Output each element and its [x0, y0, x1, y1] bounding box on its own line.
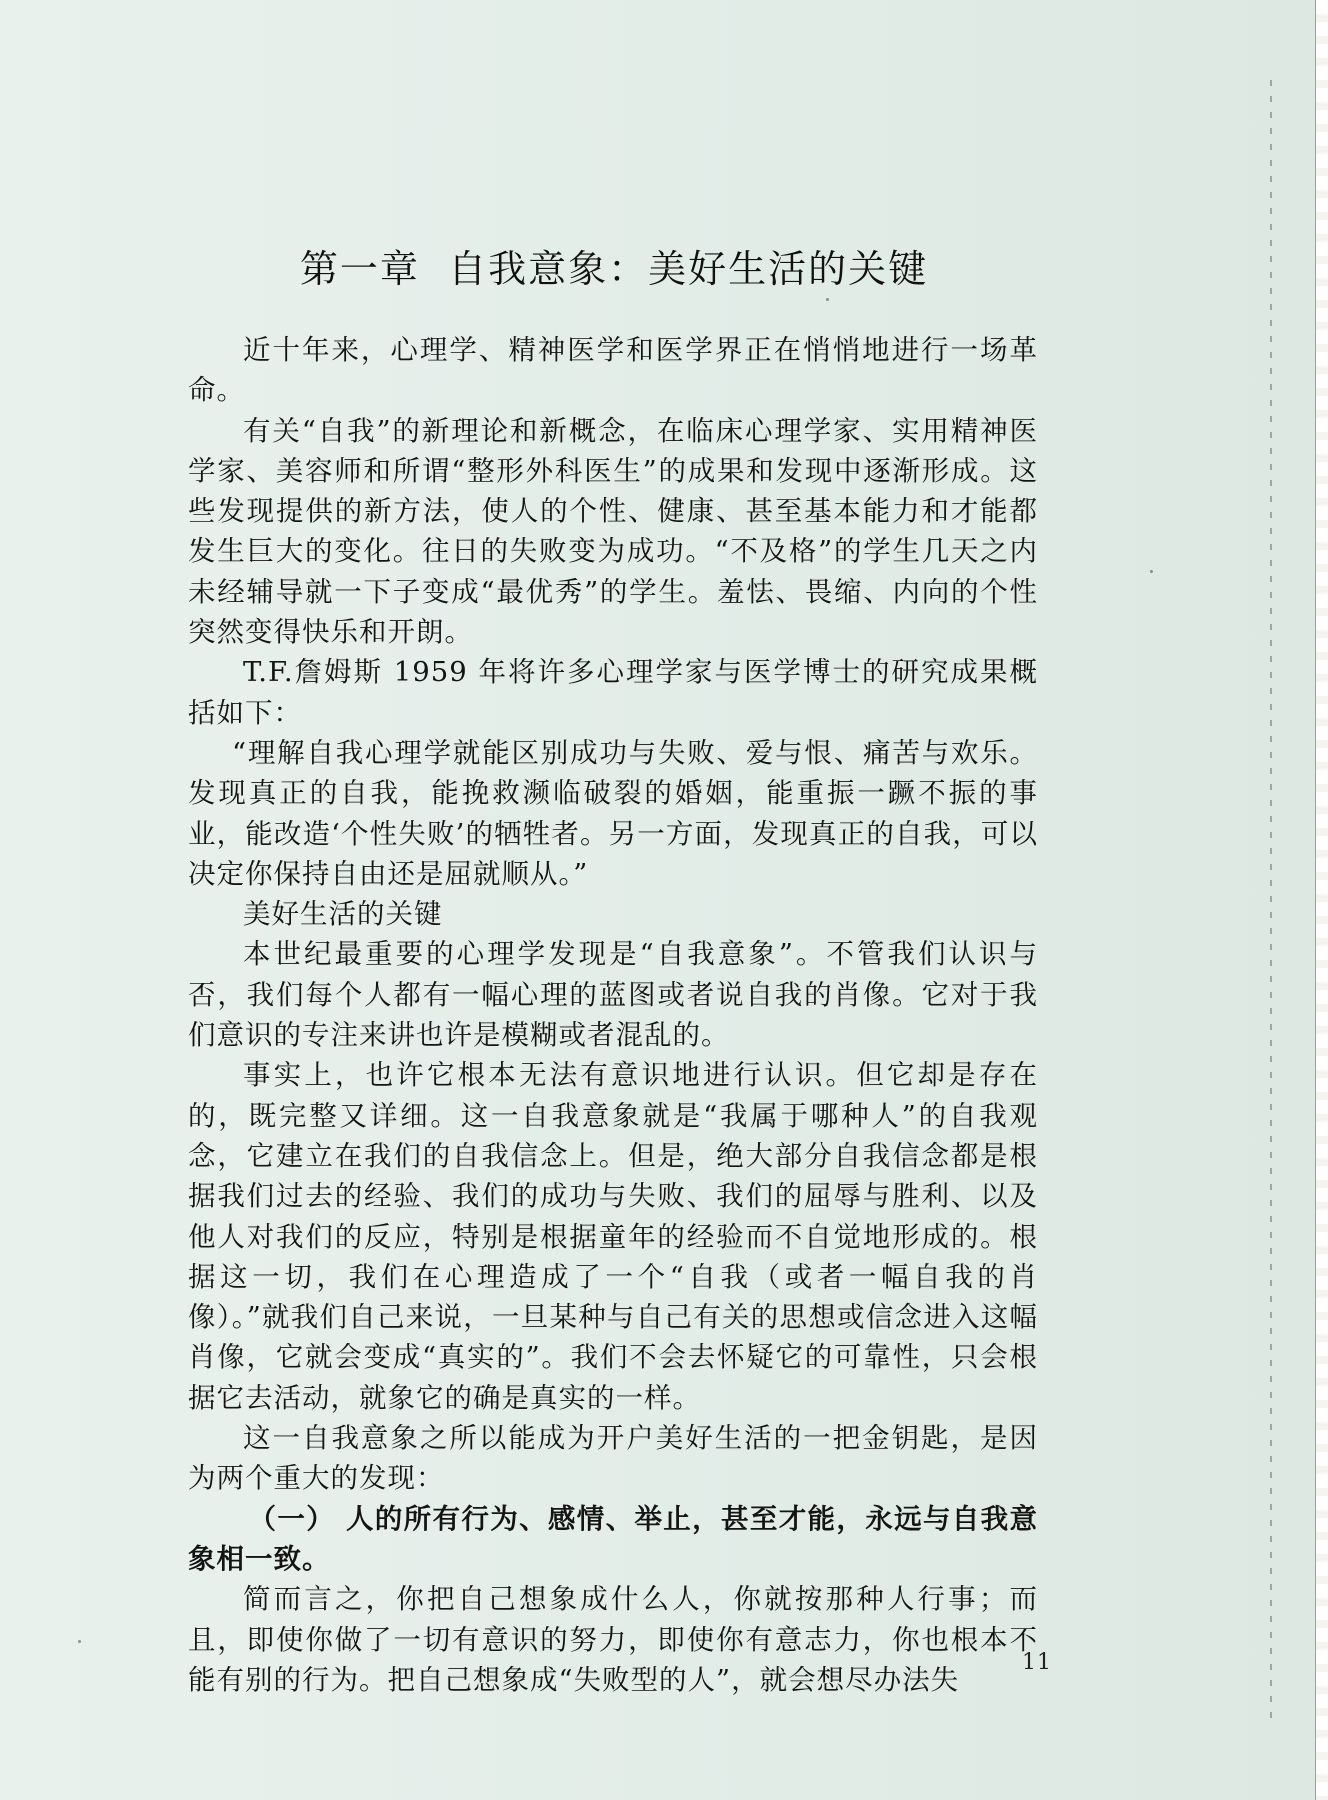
- paragraph-self-image: 本世纪最重要的心理学发现是“自我意象”。不管我们认识与否，我们每个人都有一幅心理的蓝图或者说自我的肖像。它对于我们意识的专注来讲也许是模糊或者混乱的。: [188, 938, 1038, 1052]
- paragraph-quote: “理解自我心理学就能区别成功与失败、爱与恨、痛苦与欢乐。发现真正的自我，能挽救濒临破裂的婚姻，能重振一蹶不振的事业，能改造‘个性失败’的牺牲者。另一方面，发现真正的自我，可以决定你保持自由还是屈就顺从。”: [188, 736, 1038, 890]
- paragraph-golden-key: 这一自我意象之所以能成为开户美好生活的一把金钥匙，是因为两个重大的发现：: [188, 1422, 1038, 1495]
- chapter-number: 第一章: [299, 247, 420, 291]
- paragraph-discovery-one: （一） 人的所有行为、感情、举止，甚至才能，永远与自我意象相一致。: [188, 1502, 1038, 1575]
- paragraph-james-summary: T.F.詹姆斯 1959 年将许多心理学家与医学博士的研究成果概括如下：: [188, 656, 1038, 729]
- chapter-title: [0, 238, 1228, 293]
- paper-speck: [78, 1640, 81, 1643]
- paragraph-intro: 近十年来，心理学、精神医学和医学界正在悄悄地进行一场革命。: [188, 334, 1038, 407]
- paragraph-new-theory: 有关“自我”的新理论和新概念，在临床心理学家、实用精神医学家、美容师和所谓“整形外科医生”的成果和发现中逐渐形成。这些发现提供的新方法，使人的个性、健康、甚至基本能力和才能都发生巨大的变化。往日的失败变为成功。“不及格”的学生几天之内未经辅导就一下子变成“最优秀”的学生。羞怯、畏缩、内向的个性突然变得快乐和开朗。: [188, 414, 1038, 649]
- page-number: 11: [1022, 1650, 1052, 1675]
- title-gap: [420, 247, 448, 291]
- paragraph-in-fact: 事实上，也许它根本无法有意识地进行认识。但它却是存在的，既完整又详细。这一自我意象就是“我属于哪种人”的自我观念，它建立在我们的自我信念上。但是，绝大部分自我信念都是根据我们过去的经验、我们的成功与失败、我们的屈辱与胜利、以及他人对我们的反应，特别是根据童年的经验而不自觉地形成的。根据这一切，我们在心理造成了一个“自我（或者一幅自我的肖像）。”就我们自己来说，一旦某种与自己有关的思想或信念进入这幅肖像，它就会变成“真实的”。我们不会去怀疑它的可靠性，只会根据它去活动，就象它的确是真实的一样。: [188, 1059, 1038, 1414]
- section-heading: 美好生活的关键: [243, 898, 443, 931]
- paper-speck: [1150, 570, 1153, 573]
- scan-border-strip: [1315, 0, 1328, 1800]
- paper-speck: [826, 298, 829, 301]
- bleed-through-edge: [1270, 80, 1272, 1720]
- paragraph-in-short: 简而言之，你把自己想象成什么人，你就按那种人行事；而且，即使你做了一切有意识的努力，即使你有意志力，你也根本不能有别的行为。把自己想象成“失败型的人”，就会想尽办法失: [188, 1583, 1038, 1696]
- chapter-title-text: 自我意象：美好生活的关键: [448, 247, 929, 291]
- body-text: [188, 330, 1038, 1700]
